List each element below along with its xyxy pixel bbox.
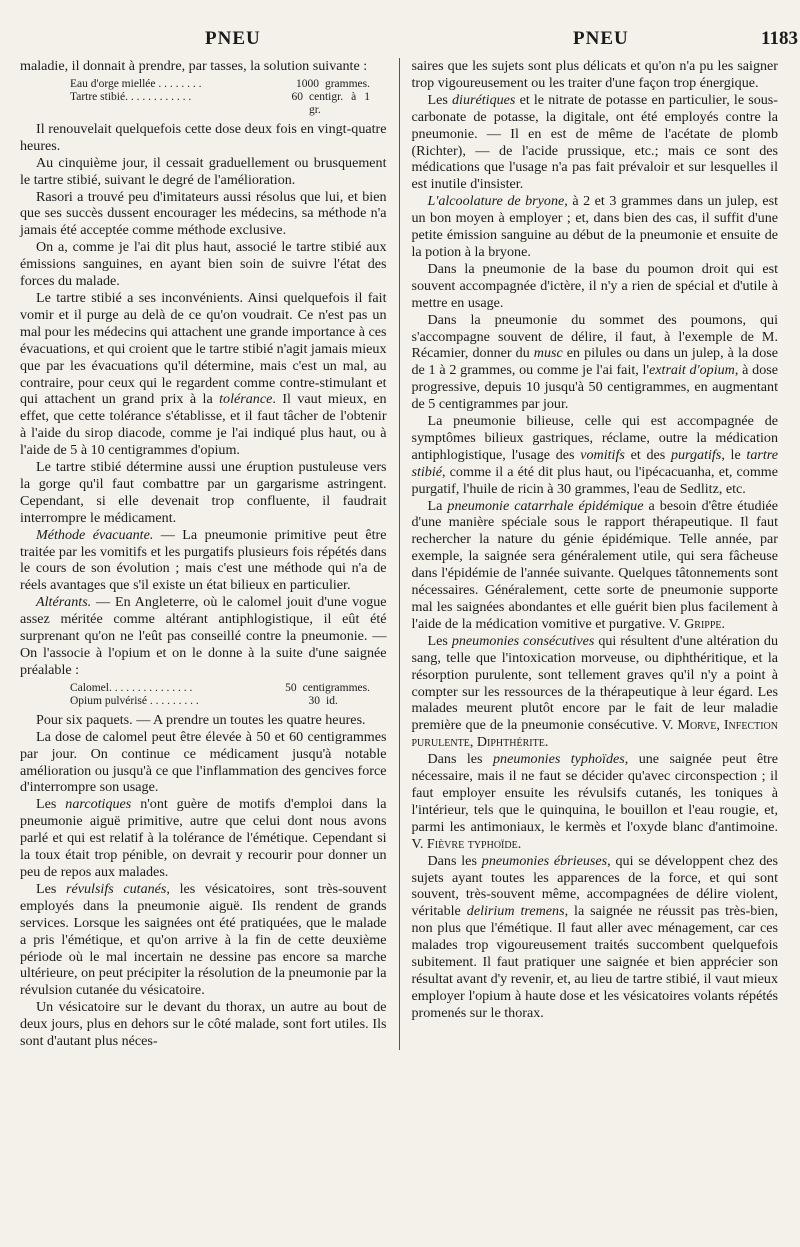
paragraph: Le tartre stibié a ses inconvénients. Ainsi quelquefois il fait vomir et il purge au delà de ce qu'on voudrait. Ce n'est pas un mal pour les médecins qui attachent une grande importance à ces évacuations, et qui croient que le tartre stibié n'agit jamais mieux que par les évacuations qu'il détermine, mais c'est un mal, au contraire, pour ceux qui le regardent comme contre-stimulant et qui attachent un grand prix à la tolérance. Il vaut mieux, en effet, que cette tolérance s'établisse, et il faut tâcher de l'obtenir à l'aide du sirop diacode, comme je l'ai indiqué plus haut, ou à l'aide de 5 à 10 centigrammes d'opium. (20, 289, 387, 459)
paragraph: La dose de calomel peut être élevée à 50 et 60 centigrammes par jour. On continue ce médicament jusqu'à notable amélioration ou jusqu'à ce que l'inflammation des gencives force d'interrompre son usage. (20, 728, 387, 796)
paragraph: La pneumonie bilieuse, celle qui est accompagnée de symptômes bilieux gastriques, réclame, outre la médication antiphlogistique, l'usage des vomitifs et des purgatifs, le tartre stibié, comme il a été dit plus haut, ou l'ipécacuanha, et, comme purgatif, l'huile de ricin à 30 grammes, l'eau de Sedlitz, etc. (411, 413, 779, 497)
paragraph: Les diurétiques et le nitrate de potasse en particulier, le sous-carbonate de potasse, la digitale, ont été employés contre la pneumonie. — Il en est de même de l'acétate de plomb (Richter), — de l'acide prussique, etc.; mais ce sont des médications que l'usage n'a pas fait prévaloir et sur lesquelles il est inutile d'insister. (411, 91, 778, 193)
paragraph: Dans la pneumonie du sommet des poumons, qui s'accompagne souvent de délire, il faut, à l'exemple de M. Récamier, donner du musc en pilules ou dans un julep, à la dose de 1 à 2 grammes, ou comme je l'ai fait, l'extrait d'opium, à dose progressive, depuis 10 jusqu'à 50 centigrammes, en augmentant de 5 centigrammes par jour. (411, 311, 778, 413)
prescription-formula-1 (70, 78, 370, 117)
paragraph: saires que les sujets sont plus délicats et qu'on n'a pu les saigner trop vigoureusement ou les traiter d'une façon trop énergique. (411, 58, 778, 91)
prescription-formula-2 (70, 682, 370, 708)
paragraph: maladie, il donnait à prendre, par tasses, la solution suivante : (20, 58, 368, 74)
paragraph: La pneumonie catarrhale épidémique a besoin d'être étudiée d'une manière spéciale sous le rapport thérapeutique. Il faut rechercher la nature du génie épidémique. Telle année, par exemple, la saignée sera généralement utile, qui sera fâcheuse dans l'épidémie de l'année suivante. Quelques tâtonnements sont nécessaires. Généralement, cette sorte de pneumonie supporte mal les saignées abondantes et elle guérit bien plus facilement à l'aide de la médication vomitive et purgative. V. Grippe. (411, 497, 779, 632)
paragraph: Altérants. — En Angleterre, où le calomel jouit d'une vogue assez méritée comme altérant antiphlogistique, il eût été surprenant qu'on ne l'eût pas conseillé contre la pneumonie. — On l'associe à l'opium et on le donne à la suite d'une saignée préalable : (20, 594, 387, 678)
left-column (20, 58, 387, 1050)
paragraph: On a, comme je l'ai dit plus haut, associé le tartre stibié aux émissions sanguines, en ayant bien soin de suivre l'état des forces du malade. (20, 239, 387, 290)
paragraph: Dans les pneumonies ébrieuses, qui se développent chez des sujets ayant toutes les apparences de la force, et qui sont souvent, très-souvent même, accompagnées de délire violent, véritable delirium tremens, la saignée ne réussit pas très-bien, non plus que l'émétique. Il faut aller avec ménagement, car ces malades trop vigoureusement traités succombent quelquefois subitement. Il faut pratiquer une saignée et bien apprécier son résultat avant d'y revenir, et, au lieu de tartre stibié, il vaut mieux employer l'opium à haute dose et les vésicatoires volants répétés promenés sur le thorax. (411, 852, 778, 1021)
paragraph: Méthode évacuante. — La pneumonie primitive peut être traitée par les vomitifs et les purgatifs plusieurs fois répétés dans le cours de son évolution ; mais c'est une méthode qui n'a de réels avantages que s'il existe un état bilieux en particulier. (20, 526, 387, 594)
paragraph: Au cinquième jour, il cessait graduellement ou brusquement le tartre stibié, suivant le degré de l'amélioration. (20, 154, 387, 188)
column-rule (399, 58, 400, 1050)
paragraph: Les narcotiques n'ont guère de motifs d'emploi dans la pneumonie aiguë primitive, autre que celui dont nous avons parlé et qui est relatif à la tolérance de l'émétique. Cependant si la toux était trop pénible, on devrait y recourir pour donner un peu de repos aux malades. (20, 796, 387, 880)
formula-row: Tartre stibié. . . . . . . . . . . . 60 centigr. à 1 gr. (70, 90, 370, 116)
text-columns (20, 58, 778, 1050)
paragraph: Dans la pneumonie de la base du poumon droit qui est souvent accompagnée d'ictère, il n'y a rien de spécial et d'utile à mettre en usage. (411, 260, 778, 311)
paragraph: Pour six paquets. — A prendre un toutes les quatre heures. (36, 711, 366, 728)
paragraph: Les pneumonies consécutives qui résultent d'une altération du sang, telle que l'intoxication morveuse, ou diphthéritique, et la résorption purulente, sont tellement graves qu'il n'y a point à compter sur les ressources de la thérapeutique à leur égard. Les malades meurent plutôt encore par le fait de leur maladie première que de la pneumonie consécutive. V. Morve, Infection purulente, Diphthérite. (411, 632, 778, 751)
paragraph: L'alcoolature de bryone, à 2 et 3 grammes dans un julep, est un bon moyen à employer ; et, dans bien des cas, il suffit d'une petite émission sanguine au début de la pneumonie et ensuite de la potion à la bryone. (411, 193, 778, 260)
right-headword: PNEU (573, 28, 629, 49)
page-number: 1183 (761, 28, 798, 49)
running-header (20, 22, 798, 58)
formula-row: Eau d'orge miellée . . . . . . . . 1000 grammes. (70, 77, 370, 90)
formula-row: Calomel. . . . . . . . . . . . . . . 50 centigrammes. (70, 681, 370, 694)
formula-row: Opium pulvérisé . . . . . . . . . 30 id. (70, 694, 338, 707)
paragraph: Dans les pneumonies typhoïdes, une saignée peut être nécessaire, mais il ne faut se décider qu'avec circonspection ; il faut employer ensuite les révulsifs cutanés, les toniques à l'intérieur, tels que le quinquina, le bouillon et l'eau rougie, et, parmi les antimoniaux, le kermès et l'oxyde blanc d'antimoine. V. Fièvre typhoïde. (411, 751, 778, 852)
left-headword: PNEU (205, 28, 261, 49)
paragraph: Les révulsifs cutanés, les vésicatoires, sont très-souvent employés dans la pneumonie aiguë. Ils rendent de grands services. Lorsque les saignées ont été pratiquées, que le malade a pris l'émétique, et qu'on arrive à la fin de cette deuxième période où le mal incertain ne dessine pas encore sa marche ultérieure, on peut précipiter la résolution de la pneumonie par la révulsion cutanée du vésicatoire. (20, 880, 387, 999)
right-column (411, 58, 778, 1050)
paragraph: Le tartre stibié détermine aussi une éruption pustuleuse vers la gorge qu'il faut combattre par un gargarisme astringent. Cependant, si elle devenait trop confluente, il faudrait interrompre le médicament. (20, 459, 387, 526)
paragraph: Rasori a trouvé peu d'imitateurs aussi résolus que lui, et bien que ses succès dussent encourager les médecins, sa méthode n'a jamais été acceptée comme méthode exclusive. (20, 188, 387, 239)
paragraph: Un vésicatoire sur le devant du thorax, un autre au bout de deux jours, plus en dehors sur le côté malade, sont fort utiles. Ils sont d'autant plus néces- (20, 999, 387, 1050)
paragraph: Il renouvelait quelquefois cette dose deux fois en vingt-quatre heures. (20, 120, 387, 154)
